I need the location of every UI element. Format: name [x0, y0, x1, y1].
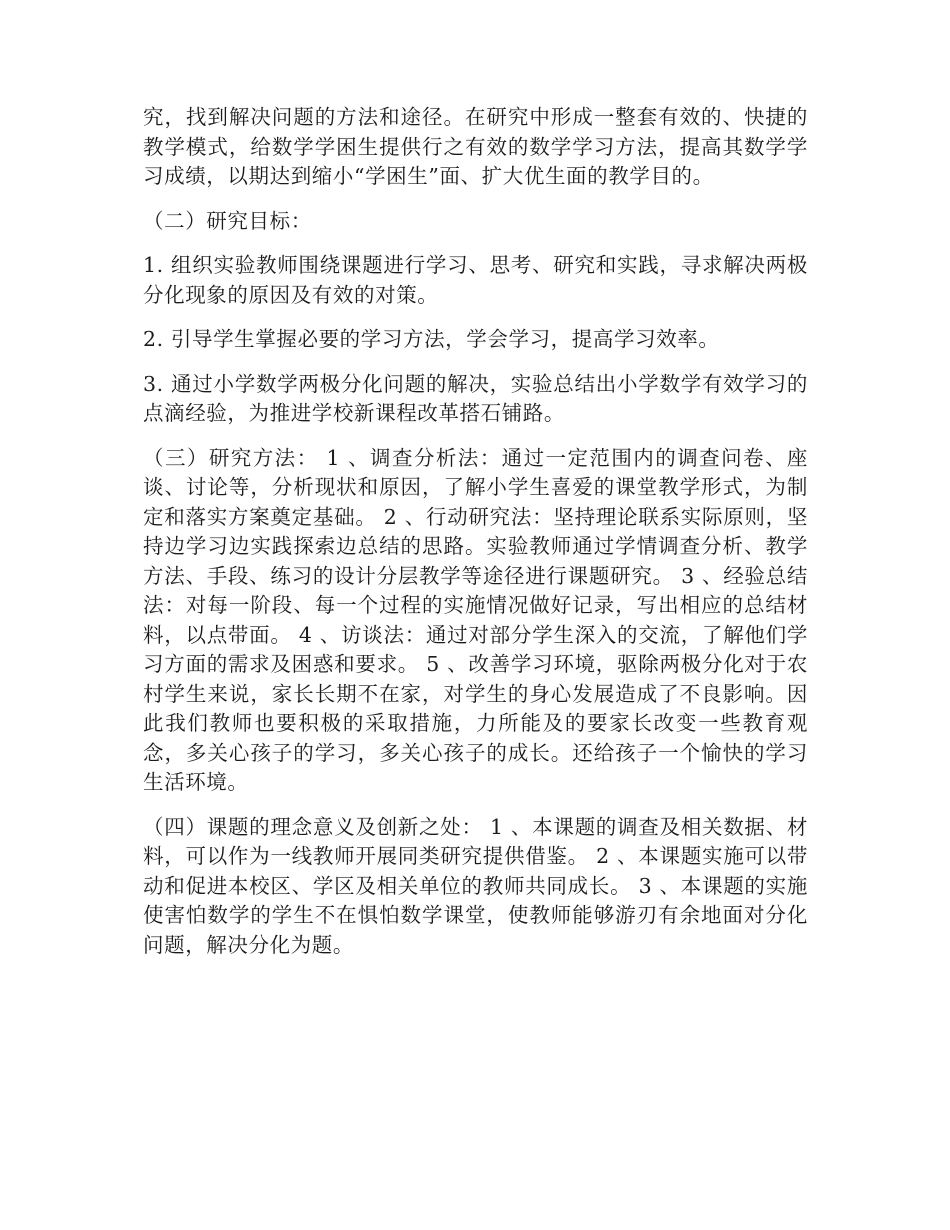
paragraph-intro-continuation: 究，找到解决问题的方法和途径。在研究中形成一整套有效的、快捷的教学模式，给数学学困生提供行之有效的数学学习方法，提高其数学学习成绩，以期达到缩小“学困生”面、扩大优生面的教学目的。 — [143, 105, 808, 188]
goal-item-1: 1. 组织实验教师围绕课题进行学习、思考、研究和实践，寻求解决两极分化现象的原因及有效的对策。 — [143, 253, 808, 307]
document-body — [143, 103, 808, 975]
section-significance-innovation: （四）课题的理念意义及创新之处： 1 、本课题的调查及相关数据、材料，可以作为一线教师开展同类研究提供借鉴。 2 、本课题实施可以带动和促进本校区、学区及相关单位的教师共同成长。 3 、本课题的实施使害怕数学的学生不在惧怕数学课堂，使教师能够游刃有余地面对分化问题，解决分化为题。 — [143, 814, 808, 957]
goal-item-2: 2. 引导学生掌握必要的学习方法，学会学习，提高学习效率。 — [143, 327, 720, 351]
section-heading-research-goals: （二）研究目标： — [143, 208, 312, 233]
goal-item-3: 3. 通过小学数学两极分化问题的解决，实验总结出小学数学有效学习的点滴经验，为推进学校新课程改革搭石铺路。 — [143, 371, 808, 425]
section-research-methods: （三）研究方法： 1 、调查分析法：通过一定范围内的调查问卷、座谈、讨论等，分析现状和原因，了解小学生喜爱的课堂教学形式，为制定和落实方案奠定基础。 2 、行动研究法：坚持理论联系实际原则，坚持边学习边实践探索边总结的思路。实验教师通过学情调查分析、教学方法、手段、练习的设计分层教学等途径进行课题研究。 3 、经验总结法：对每一阶段、每一个过程的实施情况做好记录，写出相应的总结材料，以点带面。 4 、访谈法：通过对部分学生深入的交流，了解他们学习方面的需求及困惑和要求。 5 、改善学习环境，驱除两极分化对于农村学生来说，家长长期不在家，对学生的身心发展造成了不良影响。因此我们教师也要积极的采取措施，力所能及的要家长改变一些教育观念，多关心孩子的学习，多关心孩子的成长。还给孩子一个愉快的学习生活环境。 — [143, 445, 808, 794]
